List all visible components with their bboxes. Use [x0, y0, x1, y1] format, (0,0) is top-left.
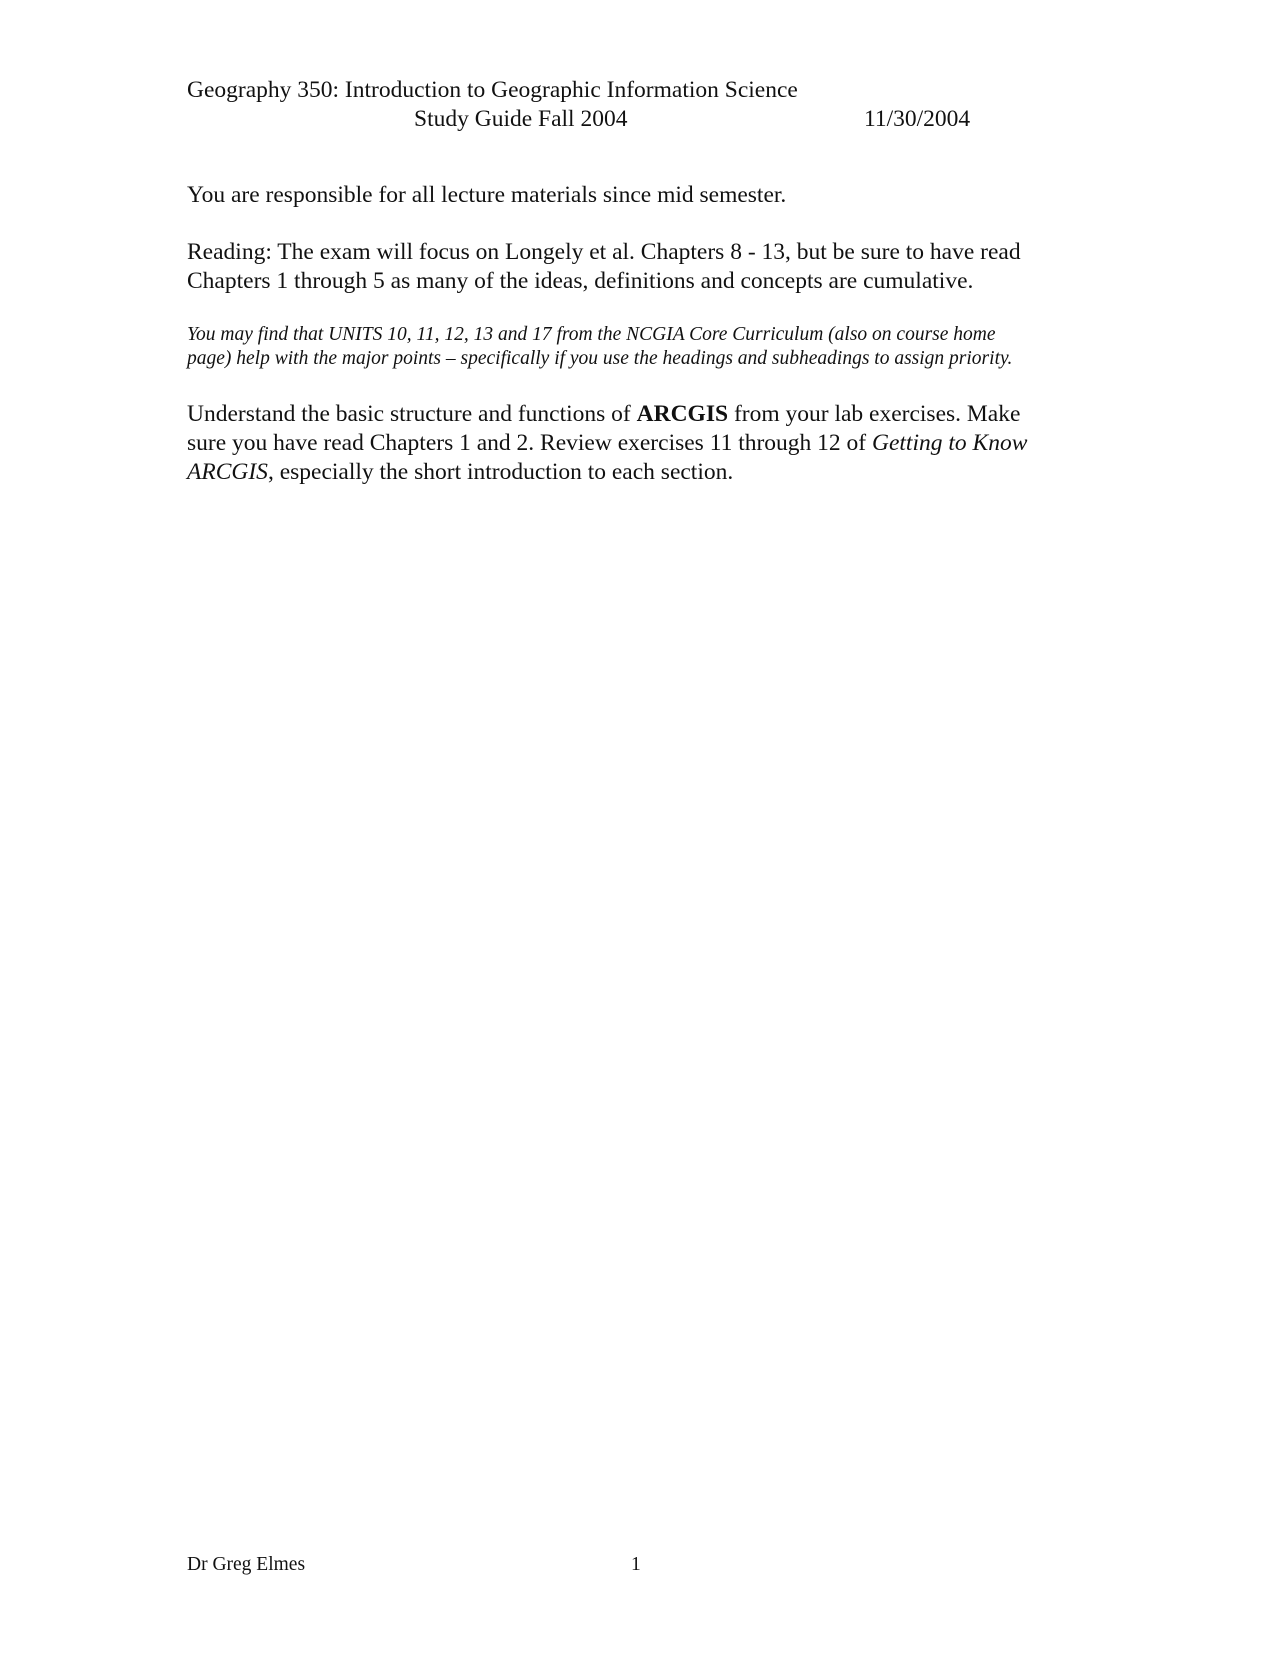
arcgis-line2-text: sure you have read Chapters 1 and 2. Review exercises 11 through 12 of: [187, 430, 872, 456]
document-date: 11/30/2004: [864, 106, 971, 132]
arcgis-tail-text: , especially the short introduction to each section.: [267, 459, 734, 485]
ncgia-note-line-1: You may find that UNITS 10, 11, 12, 13 and 17 from the NCGIA Core Curriculum (also on course home: [187, 324, 996, 345]
ncgia-note-paragraph: [187, 323, 1087, 371]
footer-author: Dr Greg Elmes: [187, 1554, 306, 1575]
arcgis-line-3: [187, 458, 1107, 487]
arcgis-bold-term: ARCGIS: [636, 401, 729, 427]
document-title: Geography 350: Introduction to Geographic Information Science: [187, 77, 798, 103]
arcgis-lead-text: Understand the basic structure and functions of: [187, 401, 637, 427]
arcgis-mid-text: from your lab exercises. Make: [728, 401, 1021, 427]
reading-paragraph: [187, 238, 1107, 296]
book-title-part-2: ARCGIS: [187, 459, 268, 485]
footer-page-number: 1: [631, 1554, 641, 1575]
arcgis-paragraph: [187, 400, 1107, 487]
arcgis-line-2: [187, 429, 1107, 458]
document-subtitle: Study Guide Fall 2004: [414, 106, 628, 132]
book-title-part-1: Getting to Know: [872, 430, 1028, 456]
reading-line-1: Reading: The exam will focus on Longely et al. Chapters 8 - 13, but be sure to have read: [187, 239, 1021, 265]
reading-line-2: Chapters 1 through 5 as many of the ideas, definitions and concepts are cumulative.: [187, 268, 974, 294]
ncgia-note-line-2: page) help with the major points – specifically if you use the headings and subheadings to assign priority.: [187, 348, 1013, 369]
arcgis-line-1: [187, 400, 1107, 429]
responsibility-paragraph: You are responsible for all lecture materials since mid semester.: [187, 182, 787, 208]
